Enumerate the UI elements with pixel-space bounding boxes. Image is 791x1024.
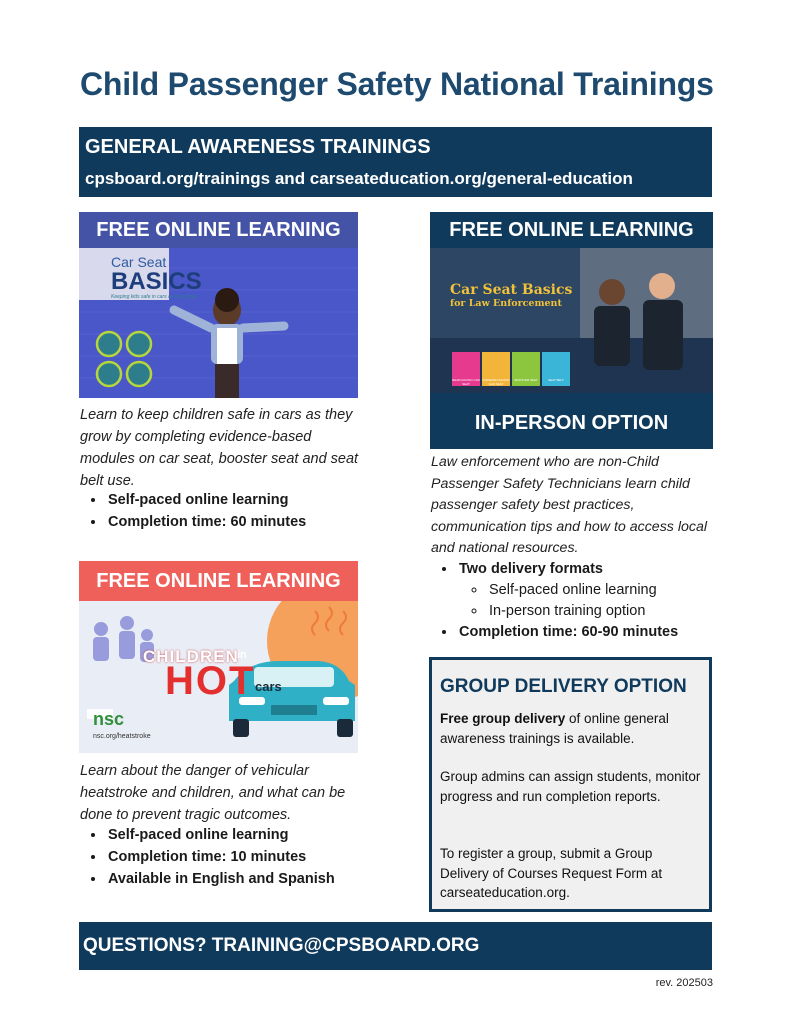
tile-label: SEAT BELT (548, 378, 564, 382)
questions-footer (79, 922, 712, 970)
list-item: • Completion time: 60-90 minutes (457, 622, 739, 643)
image-title-big: BASICS (111, 268, 202, 295)
image-title-children: CHILDREN (143, 647, 239, 666)
law-enforcement-illustration (430, 248, 713, 393)
card3-description: Law enforcement who are non-Child Passenger Safety Technicians learn child passenger safety best practices, communication tips and how to access local and national resources. (431, 454, 708, 556)
in-person-option-heading: IN-PERSON OPTION (474, 412, 669, 434)
card2-header: FREE ONLINE LEARNING (79, 561, 358, 601)
bullet-formats: Two delivery formats (459, 561, 603, 577)
group-delivery-box (429, 657, 712, 912)
image-tagline: Keeping kids safe in cars as they grow (111, 294, 197, 300)
list-item: • Completion time: 10 minutes (106, 846, 396, 868)
banner-heading: GENERAL AWARENESS TRAININGS (85, 136, 431, 158)
group-p1-bold: Free group delivery (440, 711, 566, 726)
card1-bullets (80, 489, 391, 533)
group-heading: GROUP DELIVERY OPTION (440, 676, 687, 697)
list-item: • Self-paced online learning (106, 489, 391, 511)
tile-label: FORWARD-FACING CAR SEAT (482, 378, 510, 386)
card2-bullets (80, 824, 396, 890)
list-item: • Completion time: 60 minutes (106, 511, 391, 533)
sub-list-item: ◦ In-person training option (487, 601, 739, 622)
children-hot-cars-image (79, 601, 358, 753)
card1-header: FREE ONLINE LEARNING (79, 212, 358, 248)
sub-bullets (459, 580, 739, 622)
list-item: • Self-paced online learning (106, 824, 396, 846)
image-title-small: Car Seat (111, 254, 167, 270)
sub-list-item: ◦ Self-paced online learning (487, 580, 739, 601)
card3-bullets (431, 559, 739, 643)
group-paragraph-2: Group admins can assign students, monitor progress and run completion reports. (440, 769, 701, 804)
card1-description: Learn to keep children safe in cars as they grow by completing evidence-based modules on car seat, booster seat and seat belt use. (80, 407, 359, 489)
image-title-cars: cars (255, 679, 282, 694)
nsc-logo: nsc (93, 709, 125, 729)
car-seat-basics-image (79, 248, 358, 398)
revision-label: rev. 202503 (655, 977, 713, 989)
image-title-in: in (237, 649, 247, 661)
image-title: Car Seat Basics (450, 282, 573, 298)
group-paragraph-3: To register a group, submit a Group Delivery of Courses Request Form at carseateducation.org. (440, 846, 663, 900)
card3-header: FREE ONLINE LEARNING (430, 212, 713, 248)
image-title-hot: HOT (165, 659, 256, 703)
group-paragraph-1 (440, 709, 702, 748)
page-title: Child Passenger Safety National Trainings (80, 66, 714, 102)
footer-contact[interactable]: QUESTIONS? TRAINING@CPSBOARD.ORG (83, 935, 480, 956)
list-item (457, 559, 739, 622)
image-subtitle: for Law Enforcement (450, 298, 562, 309)
law-enforcement-image (430, 248, 713, 393)
general-awareness-banner (79, 127, 712, 197)
list-item: • Available in English and Spanish (106, 868, 396, 890)
image-url: nsc.org/heatstroke (93, 733, 151, 740)
tile-label: REAR-FACING CAR SEAT (452, 378, 480, 386)
banner-links[interactable]: cpsboard.org/trainings and carseateducation.org/general-education (85, 169, 633, 188)
tile-label: BOOSTER SEAT (514, 378, 538, 382)
group-p1-rest: of online general awareness trainings is available. (440, 711, 669, 746)
card2-description: Learn about the danger of vehicular heatstroke and children, and what can be done to prevent tragic outcomes. (80, 763, 346, 823)
